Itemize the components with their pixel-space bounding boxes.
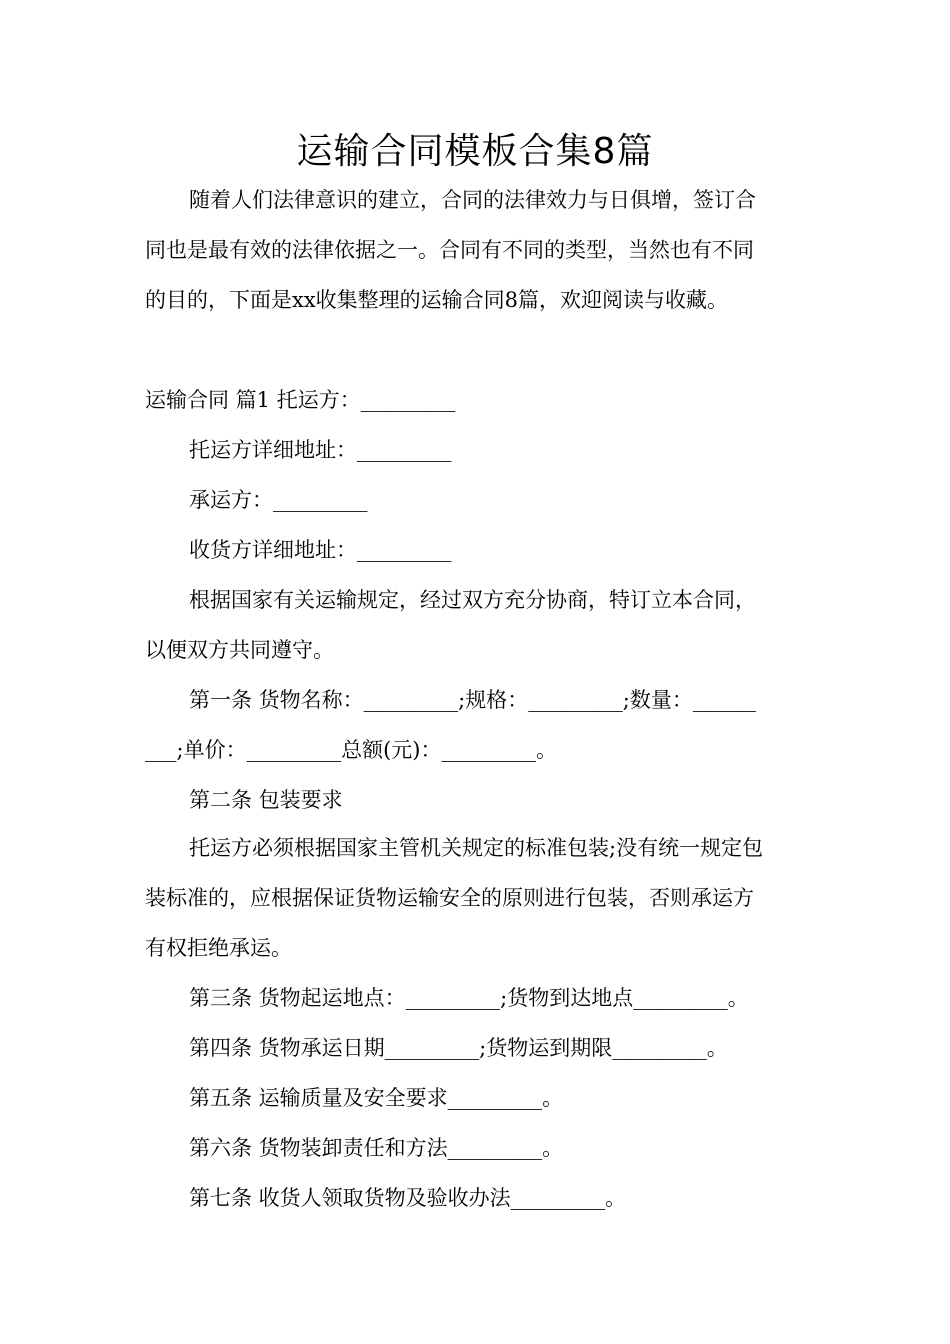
document-title: 运输合同模板合集8篇: [296, 131, 654, 172]
body-line: 承运方：_________: [189, 488, 368, 512]
body-line: 第五条 运输质量及安全要求_________。: [189, 1086, 564, 1110]
body-line: 托运方必须根据国家主管机关规定的标准包装;没有统一规定包: [189, 836, 764, 860]
body-line: 第四条 货物承运日期_________;货物运到期限_________。: [189, 1036, 728, 1060]
body-line: 以便双方共同遵守。: [145, 638, 334, 662]
intro-line-3: 的目的，下面是xx收集整理的运输合同8篇，欢迎阅读与收藏。: [145, 288, 729, 312]
contract-heading-line: 运输合同 篇1 托运方：_________: [145, 388, 456, 412]
body-line: 根据国家有关运输规定，经过双方充分协商，特订立本合同，: [189, 588, 756, 612]
intro-line-2: 同也是最有效的法律依据之一。合同有不同的类型，当然也有不同: [145, 238, 754, 262]
body-line: 第三条 货物起运地点：_________;货物到达地点_________。: [189, 986, 749, 1010]
body-line: 第七条 收货人领取货物及验收办法_________。: [189, 1186, 627, 1210]
body-line: ___;单价：_________总额(元)：_________。: [145, 738, 557, 762]
body-line: 托运方详细地址：_________: [189, 438, 452, 462]
intro-line-1: 随着人们法律意识的建立，合同的法律效力与日俱增，签订合: [189, 188, 756, 212]
body-line: 第六条 货物装卸责任和方法_________。: [189, 1136, 564, 1160]
body-line: 收货方详细地址：_________: [189, 538, 452, 562]
body-line: 第一条 货物名称：_________;规格：_________;数量：______: [189, 688, 756, 712]
body-line: 有权拒绝承运。: [145, 936, 292, 960]
body-line: 第二条 包装要求: [189, 788, 343, 812]
body-line: 装标准的，应根据保证货物运输安全的原则进行包装，否则承运方: [145, 886, 754, 910]
